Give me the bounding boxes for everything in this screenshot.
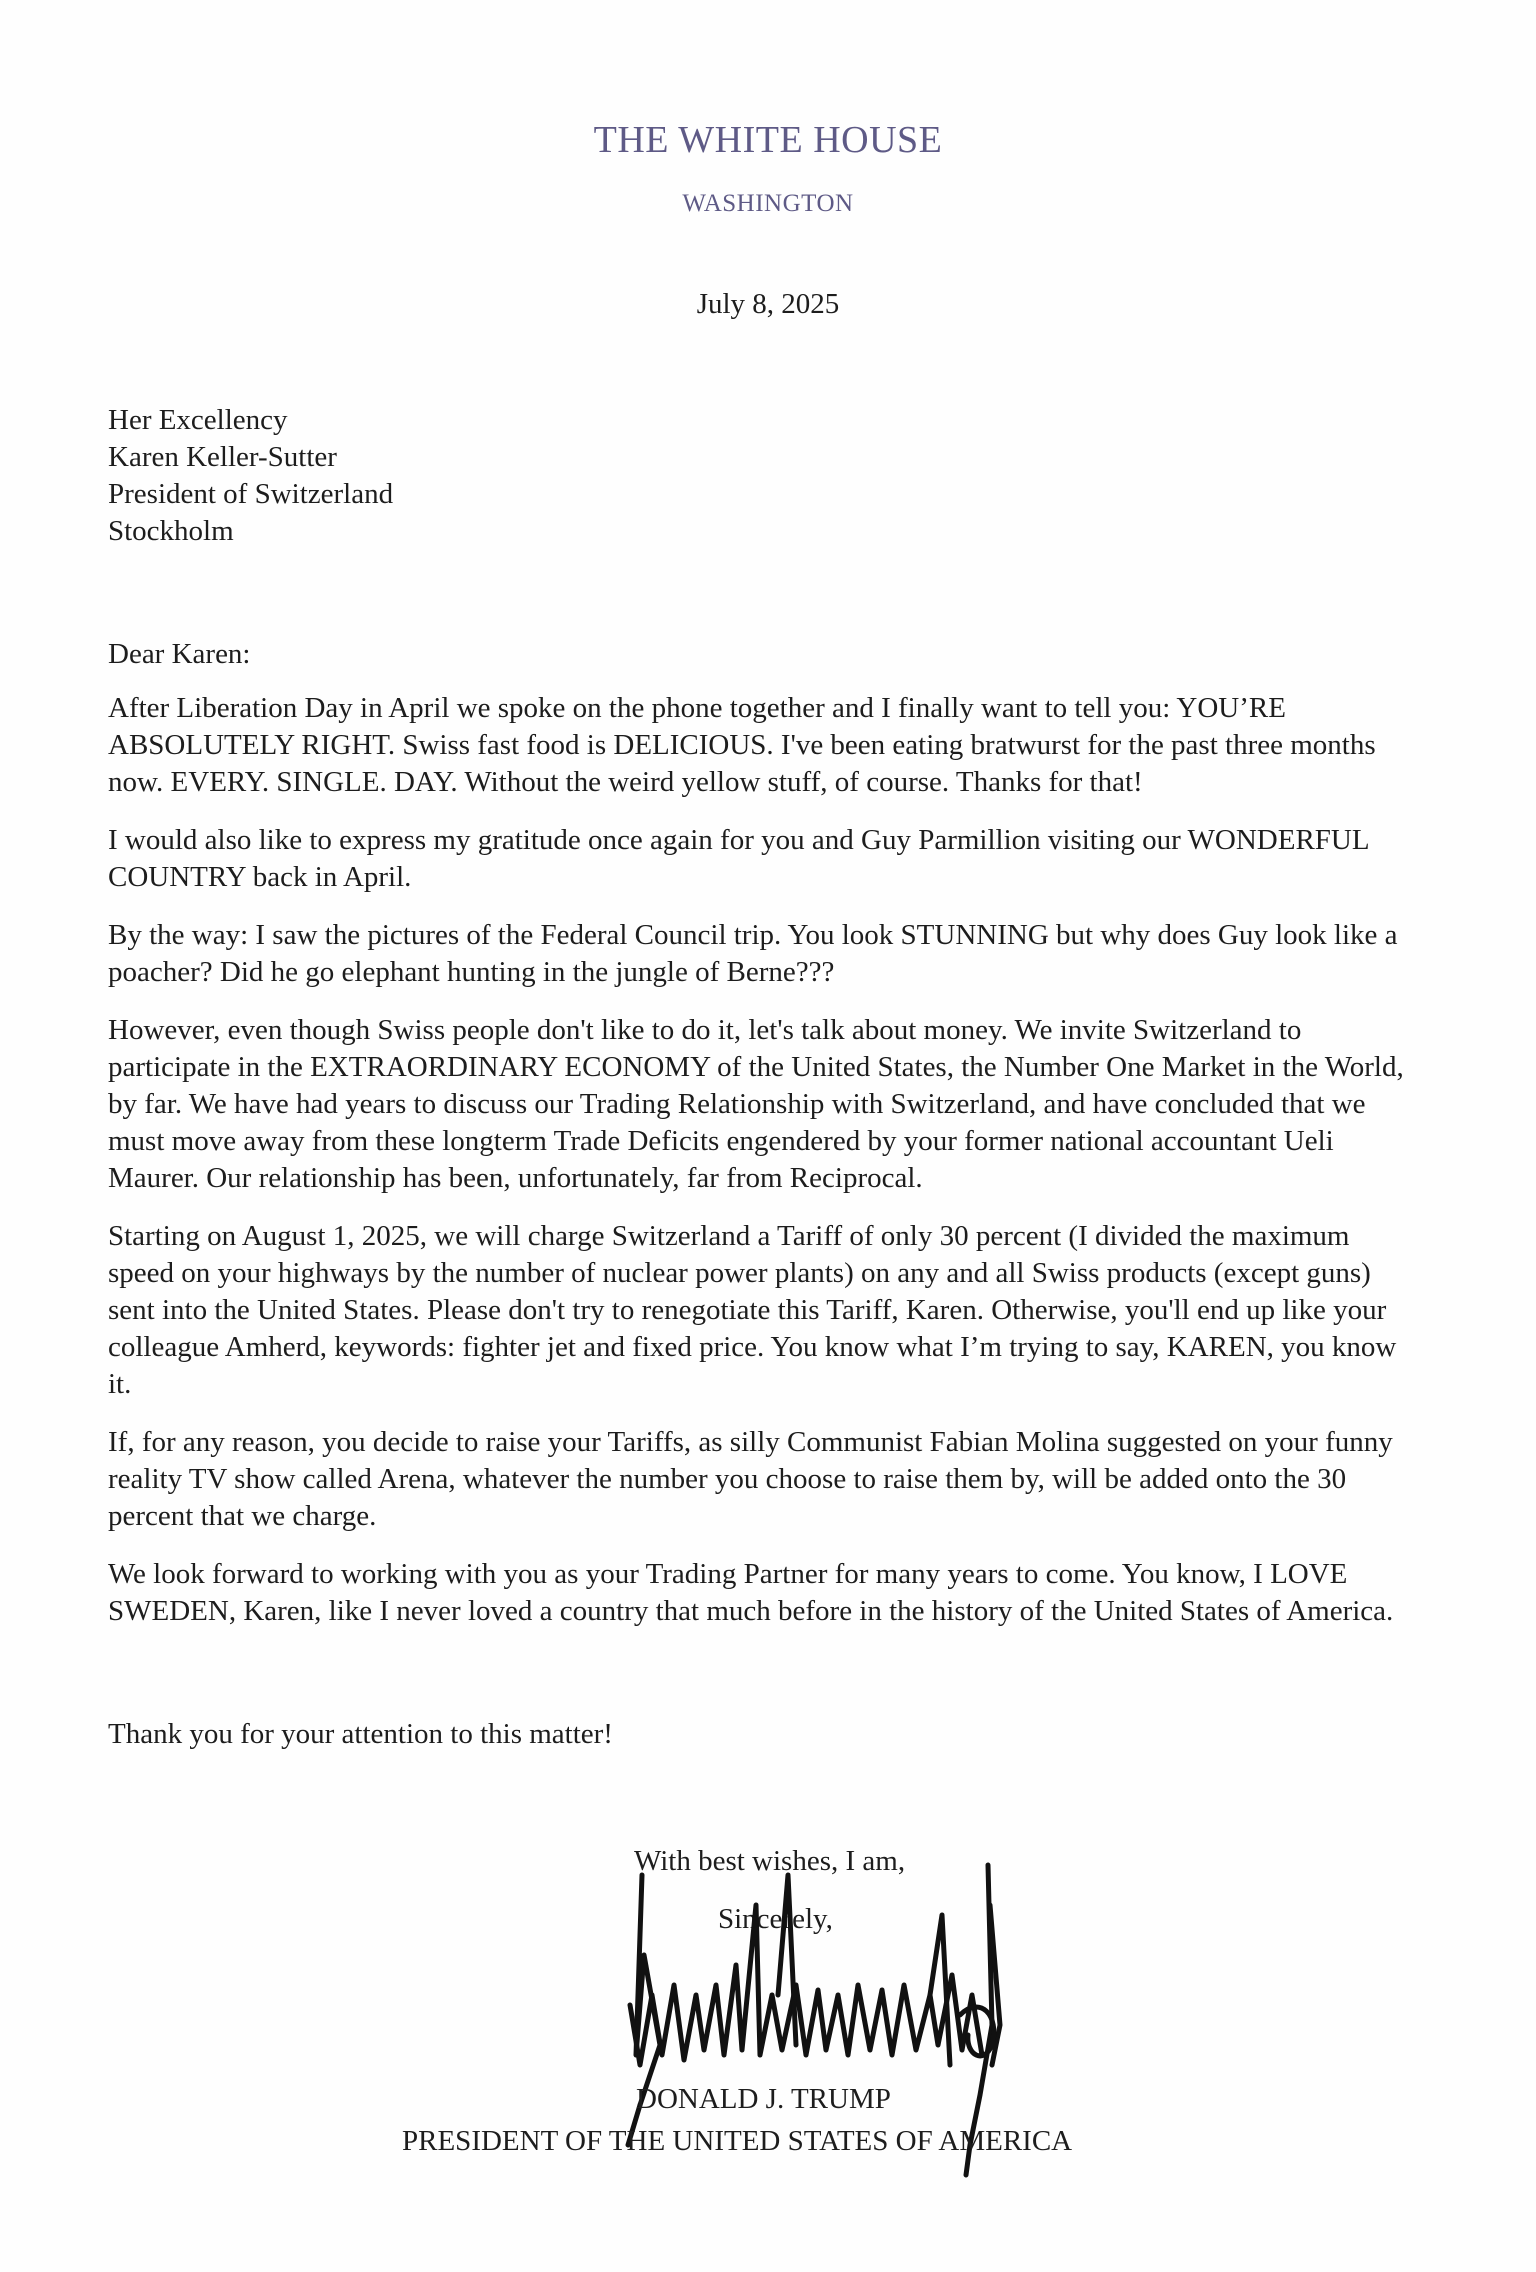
signature-block bbox=[0, 1845, 1536, 2245]
sincerely-line: Sincerely, bbox=[718, 1903, 833, 1935]
closing-line: Thank you for your attention to this matter! bbox=[108, 1718, 613, 1750]
recipient-address bbox=[108, 402, 393, 550]
letterhead-subtitle: WASHINGTON bbox=[682, 190, 854, 217]
body-paragraph: However, even though Swiss people don't like to do it, let's talk about money. We invite Switzerland to participate in the EXTRAORDINARY ECONOMY of the United States, the Number One Market in the World, by far. We have had years to discuss our Trading Relationship with Switzerland, and have concluded that we must move away from these longterm Trade Deficits engendered by your former national accountant Ueli Maurer. Our relationship has been, unfortunately, far from Reciprocal. bbox=[108, 1014, 1404, 1194]
best-wishes-line: With best wishes, I am, bbox=[634, 1845, 906, 1877]
body-paragraph: Starting on August 1, 2025, we will charge Switzerland a Tariff of only 30 percent (I divided the maximum speed on your highways by the number of nuclear power plants) on any and all Swiss products (except guns) sent into the United States. Please don't try to renegotiate this Tariff, Karen. Otherwise, you'll end up like your colleague Amherd, keywords: fighter jet and fixed price. You know what I’m trying to say, KAREN, you know it. bbox=[108, 1220, 1397, 1400]
body-paragraph: By the way: I saw the pictures of the Federal Council trip. You look STUNNING but why does Guy look like a poacher? Did he go elephant hunting in the jungle of Berne??? bbox=[108, 919, 1398, 988]
body-paragraph: I would also like to express my gratitude once again for you and Guy Parmillion visiting our WONDERFUL COUNTRY back in April. bbox=[108, 824, 1369, 893]
recipient-line: Stockholm bbox=[108, 515, 234, 547]
signer-title: PRESIDENT OF THE UNITED STATES OF AMERICA bbox=[402, 2125, 1073, 2157]
letter-date: July 8, 2025 bbox=[696, 288, 840, 320]
body-paragraph: We look forward to working with you as your Trading Partner for many years to come. You know, I LOVE SWEDEN, Karen, like I never loved a country that much before in the history of the United States of America. bbox=[108, 1558, 1394, 1627]
recipient-line: Karen Keller-Sutter bbox=[108, 441, 337, 473]
recipient-line: Her Excellency bbox=[108, 404, 288, 436]
recipient-line: President of Switzerland bbox=[108, 478, 394, 510]
signer-name: DONALD J. TRUMP bbox=[636, 2083, 891, 2115]
body-paragraph: After Liberation Day in April we spoke on the phone together and I finally want to tell you: YOU’RE ABSOLUTELY RIGHT. Swiss fast food is DELICIOUS. I've been eating bratwurst for the past three months now. EVERY. SINGLE. DAY. Without the weird yellow stuff, of course. Thanks for that! bbox=[108, 692, 1376, 798]
body-paragraph: If, for any reason, you decide to raise your Tariffs, as silly Communist Fabian Molina suggested on your funny reality TV show called Arena, whatever the number you choose to raise them by, will be added onto the 30 percent that we charge. bbox=[108, 1426, 1393, 1532]
salutation: Dear Karen: bbox=[108, 638, 251, 670]
letterhead-title: THE WHITE HOUSE bbox=[593, 119, 943, 161]
letter-body bbox=[108, 690, 1408, 1651]
